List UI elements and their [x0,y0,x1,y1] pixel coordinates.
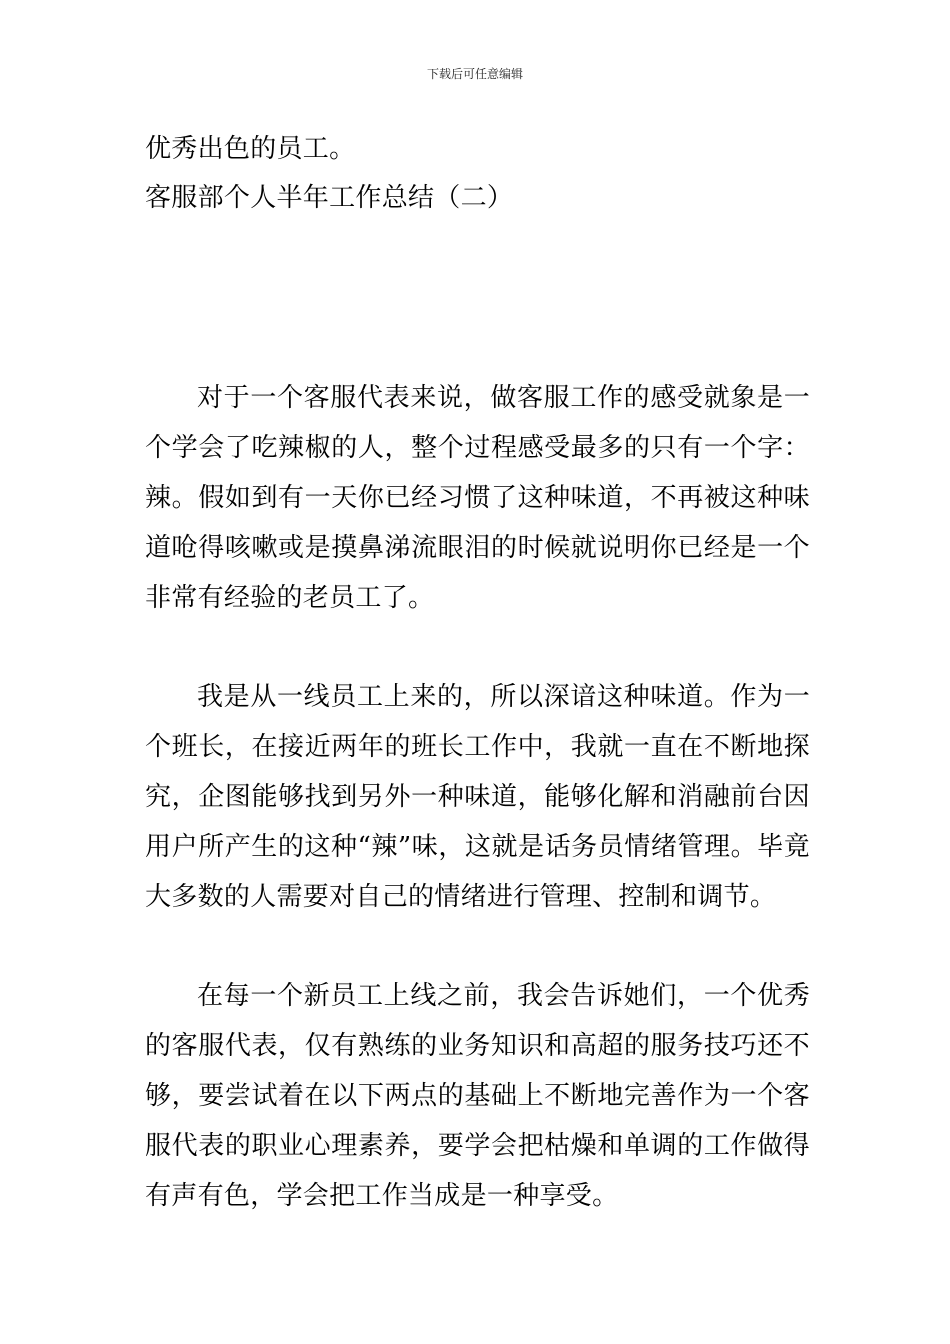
header-note: 下载后可任意编辑 [426,67,523,81]
section-title: 客服部个人半年工作总结（二） [145,183,514,213]
paragraph-1: 对于一个客服代表来说，做客服工作的感受就象是一个学会了吃辣椒的人，整个过程感受最多的只有一个字：辣。假如到有一天你已经习惯了这种味道，不再被这种味道呛得咳嗽或是摸鼻涕流眼泪的时候就说明你已经是一个非常有经验的老员工了。 [145,383,810,613]
paragraph-3: 在每一个新员工上线之前，我会告诉她们，一个优秀的客服代表，仅有熟练的业务知识和高超的服务技巧还不够，要尝试着在以下两点的基础上不断地完善作为一个客服代表的职业心理素养，要学会把枯燥和单调的工作做得有声有色，学会把工作当成是一种享受。 [145,981,810,1211]
continuation-text: 优秀出色的员工。 [145,134,356,164]
paragraph-2: 我是从一线员工上来的，所以深谙这种味道。作为一个班长，在接近两年的班长工作中，我就一直在不断地探究，企图能够找到另外一种味道，能够化解和消融前台因用户所产生的这种“辣”味，这就是话务员情绪管理。毕竟大多数的人需要对自己的情绪进行管理、控制和调节。 [145,682,810,912]
